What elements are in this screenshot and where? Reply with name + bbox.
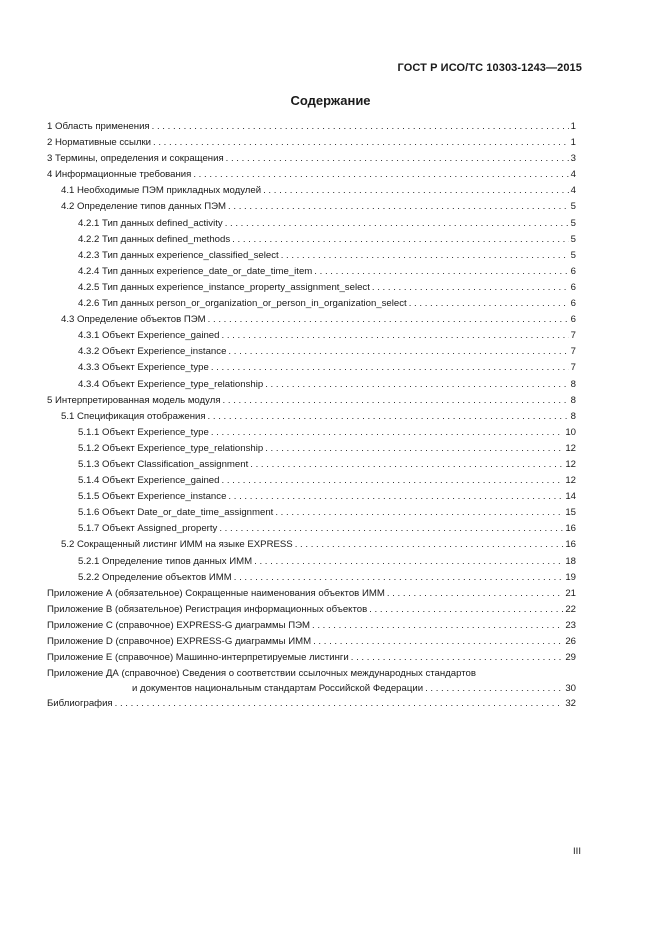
toc-leader-dots xyxy=(314,264,568,280)
toc-entry-label: 4.2.3 Тип данных experience_classified_select xyxy=(78,249,279,261)
toc-leader-dots xyxy=(387,586,564,602)
toc-entry-label: 4.3.3 Объект Experience_type xyxy=(78,362,209,374)
toc-entry-page: 6 xyxy=(570,265,576,277)
toc-entry-label: 4.3.4 Объект Experience_type_relationship xyxy=(78,378,264,390)
toc-entry[interactable] xyxy=(47,425,576,441)
toc-entry[interactable] xyxy=(47,473,576,489)
toc-entry-label: 5.2 Сокращенный листинг ИММ на языке EXPRESS xyxy=(61,539,293,551)
toc-entry-page: 18 xyxy=(565,555,576,567)
toc-leader-dots xyxy=(295,537,564,553)
toc-entry-label: 5.1.4 Объект Experience_gained xyxy=(78,475,220,487)
toc-entry-label: 4.3.1 Объект Experience_gained xyxy=(78,330,220,342)
toc-entry-label: 4.2.1 Тип данных defined_activity xyxy=(78,217,223,229)
toc-entry-label: 3 Термины, определения и сокращения xyxy=(47,153,224,165)
toc-entry-label: 1 Область применения xyxy=(47,121,150,132)
toc-entry[interactable] xyxy=(47,537,576,553)
toc-entry[interactable] xyxy=(47,489,576,505)
toc-entry-page: 12 xyxy=(565,475,576,487)
toc-leader-dots xyxy=(219,521,563,537)
toc-entry-label: 5.2.2 Определение объектов ИММ xyxy=(78,571,232,583)
toc-entry-label: 4.2 Определение типов данных ПЭМ xyxy=(61,201,227,213)
toc-entry-page: 7 xyxy=(570,330,576,342)
toc-leader-dots xyxy=(265,441,563,457)
toc-entry-page: 16 xyxy=(565,539,576,551)
toc-leader-dots xyxy=(254,554,563,570)
toc-leader-dots xyxy=(275,505,563,521)
toc-entry-page: 10 xyxy=(565,426,576,438)
toc-leader-dots xyxy=(115,696,564,712)
toc-entry-page: 22 xyxy=(565,603,576,615)
toc-entry[interactable] xyxy=(47,505,576,521)
toc-entry-label: 5.1.6 Объект Date_or_date_time_assignment xyxy=(78,507,274,519)
toc-entry[interactable] xyxy=(47,216,576,232)
toc-leader-dots xyxy=(263,183,569,199)
toc-entry[interactable] xyxy=(47,232,576,248)
toc-entry[interactable] xyxy=(47,248,576,264)
toc-entry-page: 23 xyxy=(565,619,576,631)
toc-entry[interactable] xyxy=(47,296,576,312)
toc-entry-page: 5 xyxy=(570,249,576,261)
toc-entry[interactable] xyxy=(47,409,576,425)
toc-leader-dots xyxy=(211,425,564,441)
toc-entry-label: 4.1 Необходимые ПЭМ прикладных модулей xyxy=(61,185,262,197)
toc-leader-dots xyxy=(228,489,563,505)
toc-title: Содержание xyxy=(290,93,371,108)
toc-leader-dots xyxy=(208,409,569,425)
toc-leader-dots xyxy=(228,199,569,215)
toc-leader-dots xyxy=(225,216,569,232)
toc-entry-label: 4 Информационные требования xyxy=(47,169,192,181)
toc-entry-label: 5 Интерпретированная модель модуля xyxy=(47,394,221,406)
toc-entry[interactable] xyxy=(47,521,576,537)
toc-entry[interactable] xyxy=(47,570,576,586)
toc-entry[interactable] xyxy=(47,441,576,457)
toc-entry[interactable] xyxy=(47,586,576,602)
toc-entry-page: 32 xyxy=(565,698,576,710)
toc-entry[interactable] xyxy=(47,554,576,570)
toc-entry-label: 5.1.3 Объект Classification_assignment xyxy=(78,458,249,470)
toc-entry[interactable] xyxy=(47,377,576,393)
toc-leader-dots xyxy=(409,296,569,312)
toc-entry[interactable] xyxy=(47,618,576,634)
toc-entry[interactable] xyxy=(47,393,576,409)
toc-entry-page: 14 xyxy=(565,491,576,503)
toc-entry-label: Приложение С (справочное) EXPRESS-G диаграммы ПЭМ xyxy=(47,619,310,631)
toc-entry[interactable] xyxy=(47,634,576,650)
toc-entry-label: 5.1.1 Объект Experience_type xyxy=(78,426,209,438)
toc-entry[interactable] xyxy=(47,119,576,135)
toc-leader-dots xyxy=(312,618,563,634)
toc-leader-dots xyxy=(228,344,568,360)
toc-leader-dots xyxy=(208,312,569,328)
table-of-contents xyxy=(47,119,576,712)
toc-entry-page: 7 xyxy=(570,346,576,358)
toc-entry-page: 21 xyxy=(565,587,576,599)
toc-entry[interactable] xyxy=(47,360,576,376)
toc-entry[interactable] xyxy=(47,167,576,183)
toc-leader-dots xyxy=(221,328,568,344)
toc-entry-label: Приложение Е (справочное) Машинно-интерпретируемые листинги xyxy=(47,652,349,664)
toc-entry[interactable] xyxy=(47,280,576,296)
toc-leader-dots xyxy=(281,248,569,264)
toc-entry-page: 30 xyxy=(565,683,576,695)
toc-entry-page: 12 xyxy=(565,458,576,470)
toc-entry-page: 16 xyxy=(565,523,576,535)
toc-leader-dots xyxy=(369,602,563,618)
toc-entry-page: 15 xyxy=(565,507,576,519)
toc-leader-dots xyxy=(313,634,563,650)
toc-leader-dots xyxy=(372,280,569,296)
toc-entry-label: 4.3.2 Объект Experience_instance xyxy=(78,346,227,358)
toc-entry-page: 6 xyxy=(570,314,576,326)
toc-entry-label-line2: и документов национальным стандартам Российской Федерации xyxy=(132,683,424,695)
toc-entry-label: 5.1.5 Объект Experience_instance xyxy=(78,491,227,503)
toc-entry-label: 4.2.4 Тип данных experience_date_or_date_time_item xyxy=(78,265,313,277)
toc-entry-page: 4 xyxy=(570,169,576,181)
toc-entry-label: Приложение D (справочное) EXPRESS-G диаграммы ИММ xyxy=(47,636,312,647)
toc-entry-page: 29 xyxy=(565,652,576,664)
toc-leader-dots xyxy=(226,151,569,167)
toc-entry-label: Библиография xyxy=(47,698,113,710)
toc-leader-dots xyxy=(211,360,569,376)
toc-entry-label: 4.2.2 Тип данных defined_methods xyxy=(78,233,231,245)
toc-entry-page: 12 xyxy=(565,442,576,454)
toc-entry[interactable] xyxy=(47,328,576,344)
toc-entry[interactable] xyxy=(47,199,576,215)
toc-entry[interactable] xyxy=(47,183,576,199)
toc-entry-page: 1 xyxy=(570,121,576,132)
toc-leader-dots xyxy=(221,473,563,489)
toc-entry-page: 19 xyxy=(565,571,576,583)
toc-entry-label: 4.2.5 Тип данных experience_instance_property_assignment_select xyxy=(78,281,370,293)
toc-entry-label: 2 Нормативные ссылки xyxy=(47,137,152,149)
page-number: III xyxy=(573,846,581,857)
toc-entry[interactable] xyxy=(47,696,576,712)
toc-entry-page: 5 xyxy=(570,217,576,229)
toc-entry[interactable] xyxy=(47,135,576,151)
toc-entry-page: 26 xyxy=(565,636,576,647)
toc-entry-label: 5.1 Спецификация отображения xyxy=(61,410,206,422)
toc-leader-dots xyxy=(223,393,569,409)
toc-leader-dots xyxy=(152,119,569,135)
toc-entry-label: 5.2.1 Определение типов данных ИММ xyxy=(78,555,253,567)
toc-leader-dots xyxy=(153,135,569,151)
toc-leader-dots xyxy=(193,167,568,183)
toc-entry[interactable] xyxy=(47,312,576,328)
document-code-header: ГОСТ Р ИСО/ТС 10303-1243—2015 xyxy=(397,62,582,74)
toc-entry-page: 5 xyxy=(570,201,576,213)
toc-entry-page: 8 xyxy=(570,410,576,422)
toc-entry-page: 7 xyxy=(570,362,576,374)
toc-entry-label: 4.3 Определение объектов ПЭМ xyxy=(61,314,206,326)
toc-entry[interactable] xyxy=(47,344,576,360)
toc-entry-label-continuation xyxy=(47,681,576,696)
toc-leader-dots xyxy=(250,457,563,473)
toc-entry-label: Приложение В (обязательное) Регистрация информационных объектов xyxy=(47,603,368,615)
toc-entry[interactable] xyxy=(47,264,576,280)
toc-entry[interactable] xyxy=(47,650,576,666)
toc-entry-label: 4.2.6 Тип данных person_or_organization_or_person_in_organization_select xyxy=(78,298,407,310)
toc-leader-dots xyxy=(234,570,564,586)
toc-leader-dots xyxy=(232,232,569,248)
toc-entry-page: 8 xyxy=(570,378,576,390)
toc-entry[interactable] xyxy=(47,151,576,167)
toc-entry-page: 8 xyxy=(570,394,576,406)
toc-entry-page: 4 xyxy=(570,185,576,197)
toc-entry-label: Приложение ДА (справочное) Сведения о соответствии ссылочных международных стандартов xyxy=(47,668,476,680)
toc-leader-dots xyxy=(351,650,564,666)
toc-entry-label: 5.1.7 Объект Assigned_property xyxy=(78,523,218,535)
toc-entry-page: 3 xyxy=(570,153,576,165)
toc-entry-page: 6 xyxy=(570,281,576,293)
toc-entry[interactable] xyxy=(47,457,576,473)
toc-entry-page: 5 xyxy=(570,233,576,245)
toc-entry-appendix-da[interactable] xyxy=(47,666,576,696)
toc-leader-dots xyxy=(265,377,568,393)
toc-entry[interactable] xyxy=(47,602,576,618)
toc-entry-page: 1 xyxy=(570,137,576,149)
toc-entry-label: Приложение А (обязательное) Сокращенные наименования объектов ИММ xyxy=(47,587,385,599)
toc-entry-page: 6 xyxy=(570,298,576,310)
toc-leader-dots xyxy=(425,681,563,696)
toc-entry-label: 5.1.2 Объект Experience_type_relationship xyxy=(78,442,264,454)
